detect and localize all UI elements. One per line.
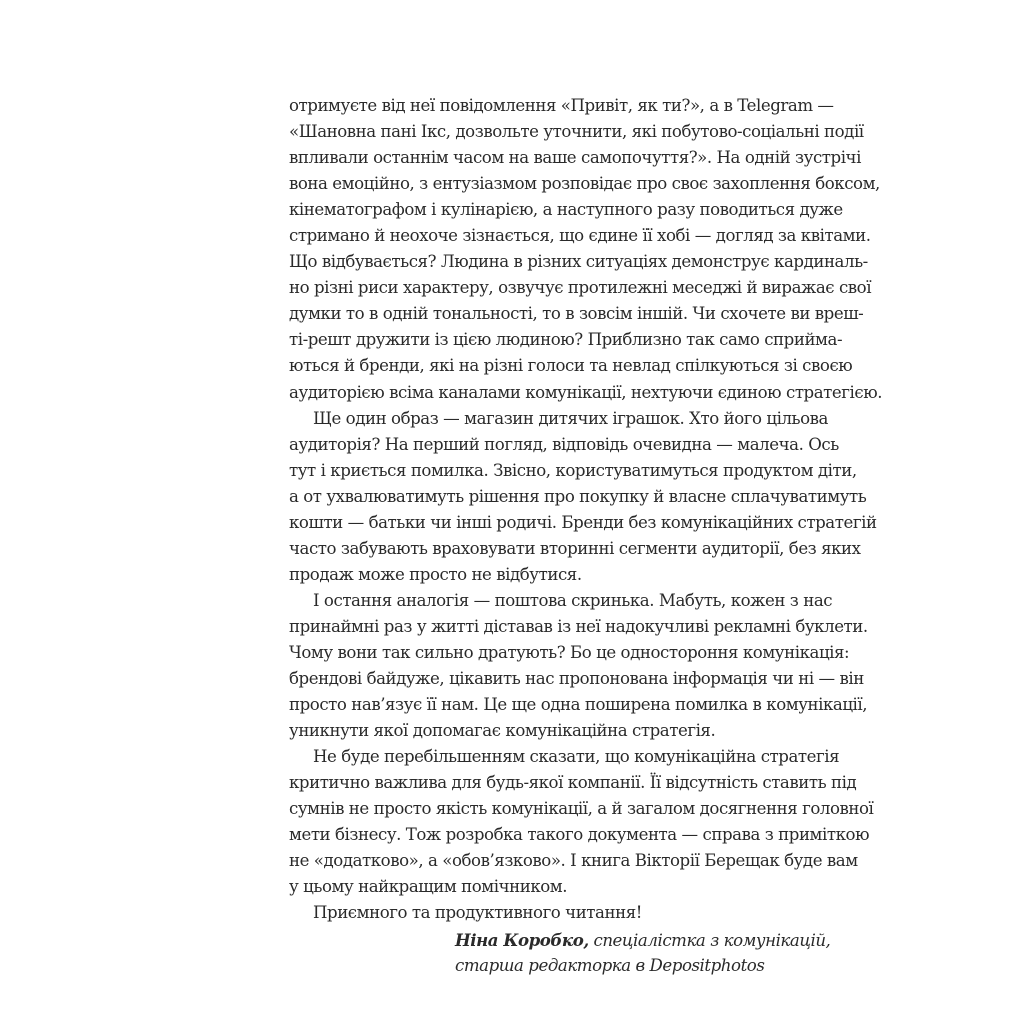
text-line: думки то в одній тональності, то в зовсім іншій. Чи схочете ви вреш- bbox=[289, 304, 864, 324]
text-line: Приємного та продуктивного читання! bbox=[313, 903, 642, 923]
text-line: ті-решт дружити із цією людиною? Приблизно так само сприйма- bbox=[289, 330, 843, 350]
text-line: Чому вони так сильно дратують? Бо це одностороння комунікація: bbox=[289, 642, 850, 662]
text-line: Не буде перебільшенням сказати, що комунікаційна стратегія bbox=[313, 747, 840, 767]
author-name: Ніна Коробко, bbox=[455, 929, 589, 950]
paragraph-3 bbox=[289, 588, 868, 744]
text-line: вона емоційно, з ентузіазмом розповідає про своє захоплення боксом, bbox=[289, 174, 880, 194]
paragraph-1 bbox=[289, 93, 883, 406]
text-line: сумнів не просто якість комунікації, а й загалом досягнення головної bbox=[289, 799, 874, 819]
text-line: І остання аналогія — поштова скринька. Мабуть, кожен з нас bbox=[313, 590, 833, 610]
text-line: Що відбувається? Людина в різних ситуаціях демонструє кардиналь- bbox=[289, 252, 868, 272]
text-line: кінематографом і кулінарією, а наступного разу поводиться дуже bbox=[289, 200, 843, 220]
text-line: впливали останнім часом на ваше самопочуття?». На одній зустрічі bbox=[289, 148, 861, 168]
text-line: аудиторія? На перший погляд, відповідь очевидна — малеча. Ось bbox=[289, 434, 839, 454]
paragraph-2 bbox=[289, 406, 877, 588]
book-page bbox=[289, 93, 883, 979]
text-line: просто нав’язує її нам. Це ще одна поширена помилка в комунікації, bbox=[289, 695, 868, 715]
text-line: аудиторією всіма каналами комунікації, нехтуючи єдиною стратегією. bbox=[289, 382, 883, 402]
text-line: «Шановна пані Ікс, дозвольте уточнити, які побутово-соціальні події bbox=[289, 122, 864, 142]
text-line: отримуєте від неї повідомлення «Привіт, як ти?», а в Telegram — bbox=[289, 96, 834, 115]
text-line: стримано й неохоче зізнається, що єдине її хобі — догляд за квітами. bbox=[289, 226, 871, 246]
signature bbox=[289, 927, 831, 979]
text-line: но різні риси характеру, озвучує протилежні меседжі й виражає свої bbox=[289, 278, 872, 298]
text-line: принаймні раз у житті діставав із неї надокучливі рекламні буклети. bbox=[289, 616, 868, 636]
signature-line-1 bbox=[289, 927, 831, 953]
text-line: ються й бренди, які на різні голоси та невлад спілкуються зі своєю bbox=[289, 356, 853, 376]
text-line: продаж може просто не відбутися. bbox=[289, 564, 582, 584]
text-line: Ще один образ — магазин дитячих іграшок. Хто його цільова bbox=[313, 408, 828, 428]
paragraph-4 bbox=[289, 744, 874, 900]
text-line: а от ухвалюватимуть рішення про покупку й власне сплачуватимуть bbox=[289, 486, 867, 506]
text-line: мети бізнесу. Тож розробка такого документа — справа з приміткою bbox=[289, 825, 870, 845]
text-line: брендові байдуже, цікавить нас пропонована інформація чи ні — він bbox=[289, 669, 864, 689]
text-line: у цьому найкращим помічником. bbox=[289, 877, 568, 897]
text-line: тут і криється помилка. Звісно, користуватимуться продуктом діти, bbox=[289, 460, 857, 480]
text-line: критично важлива для будь-якої компанії. Її відсутність ставить під bbox=[289, 773, 857, 793]
paragraph-5 bbox=[289, 900, 823, 926]
text-line: кошти — батьки чи інші родичі. Бренди без комунікаційних стратегій bbox=[289, 512, 877, 532]
author-title: спеціалістка з комунікацій, bbox=[588, 930, 831, 950]
text-line: не «додатково», а «обов’язково». І книга Вікторії Берещак буде вам bbox=[289, 851, 858, 871]
text-line: уникнути якої допомагає комунікаційна стратегія. bbox=[289, 721, 716, 741]
text-line: часто забувають враховувати вторинні сегменти аудиторії, без яких bbox=[289, 538, 861, 558]
signature-line-2: старша редакторка в Depositphotos bbox=[455, 955, 765, 975]
